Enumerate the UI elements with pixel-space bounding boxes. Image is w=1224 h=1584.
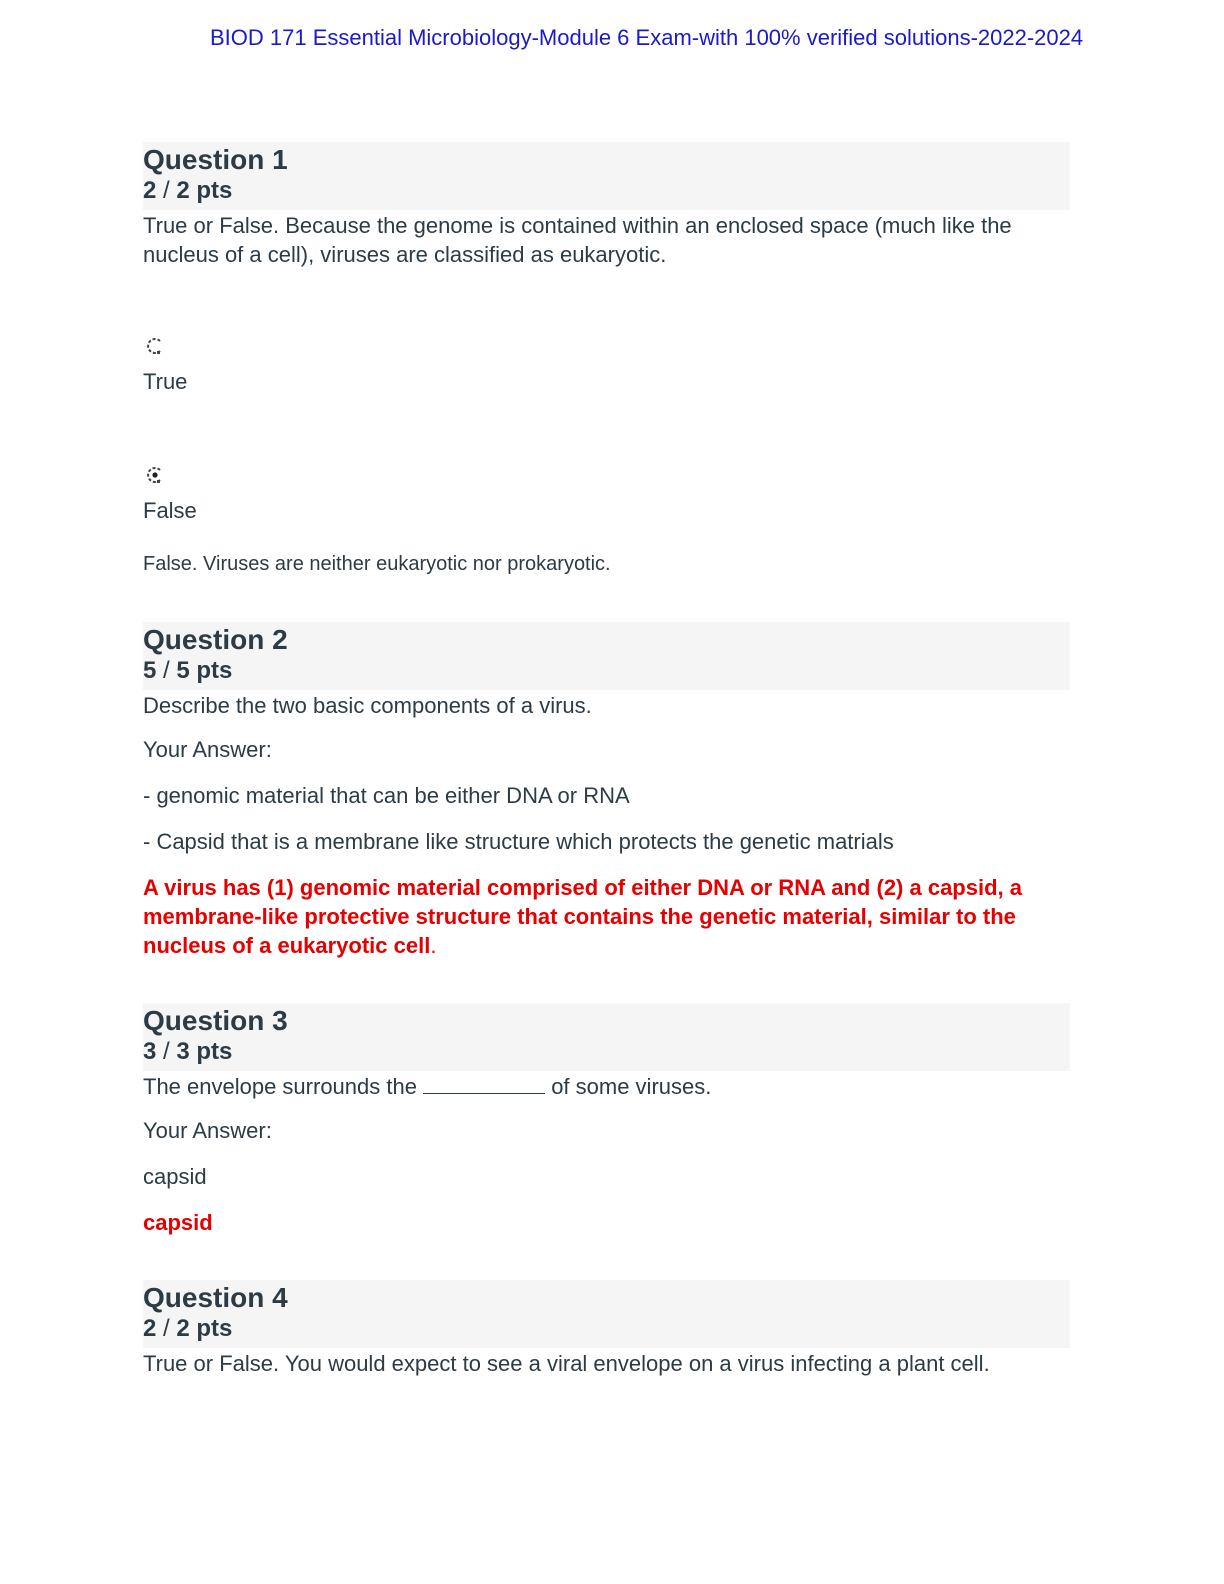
correct-answer-tail: . <box>430 933 437 958</box>
question-1 <box>143 142 1070 578</box>
answer-line: - genomic material that can be either DNA or RNA <box>143 783 630 808</box>
question-points <box>143 176 1070 206</box>
question-text: True or False. Because the genome is contained within an enclosed space (much like the nucleus of a cell), viruses are classified as eukaryotic. <box>143 213 1012 267</box>
radio-false[interactable] <box>146 466 162 482</box>
correct-answer-text: A virus has (1) genomic material comprised of either DNA or RNA and (2) a capsid, a membrane-like protective structure that contains the genetic material, similar to the nucleus of a eukaryotic cell <box>143 875 1022 958</box>
points-total: 2 pts <box>176 1315 233 1342</box>
question-2 <box>143 622 1070 960</box>
points-separator: / <box>156 1315 177 1342</box>
radio-true[interactable] <box>146 337 162 353</box>
question-points <box>143 1037 1070 1067</box>
question-points <box>143 1314 1070 1344</box>
question-text: True or False. You would expect to see a viral envelope on a virus infecting a plant cell. <box>143 1351 990 1376</box>
question-text: Describe the two basic components of a virus. <box>143 693 592 718</box>
correct-answer: capsid <box>143 1210 213 1235</box>
question-title: Question 3 <box>143 1005 288 1036</box>
question-text-after: of some viruses. <box>545 1074 712 1099</box>
question-header <box>143 142 1070 210</box>
question-header <box>143 622 1070 690</box>
answer-line: - Capsid that is a membrane like structure which protects the genetic matrials <box>143 829 894 854</box>
points-score: 5 <box>143 657 157 684</box>
radio-unselected-icon <box>146 337 164 357</box>
question-header <box>143 1280 1070 1348</box>
points-total: 5 pts <box>176 657 233 684</box>
points-score: 2 <box>143 177 157 204</box>
question-header <box>143 1003 1070 1071</box>
points-separator: / <box>156 1038 177 1065</box>
question-title: Question 4 <box>143 1282 288 1313</box>
points-score: 2 <box>143 1315 157 1342</box>
points-total: 2 pts <box>176 177 233 204</box>
points-separator: / <box>156 177 177 204</box>
your-answer-label: Your Answer: <box>143 1118 272 1143</box>
answer-text: capsid <box>143 1164 207 1189</box>
points-score: 3 <box>143 1038 157 1065</box>
question-title: Question 1 <box>143 144 288 175</box>
radio-selected-icon <box>146 466 164 486</box>
correct-answer <box>143 873 1070 960</box>
quiz-content <box>143 142 1070 1378</box>
question-points <box>143 656 1070 686</box>
question-4 <box>143 1280 1070 1378</box>
document-header: BIOD 171 Essential Microbiology-Module 6 Exam-with 100% verified solutions-2022-2024 <box>210 25 1084 50</box>
your-answer-label: Your Answer: <box>143 737 272 762</box>
answer-feedback: False. Viruses are neither eukaryotic nor prokaryotic. <box>143 553 611 575</box>
option-label-true[interactable]: True <box>143 369 188 394</box>
question-3 <box>143 1003 1070 1237</box>
question-text-before: The envelope surrounds the <box>143 1074 424 1099</box>
option-label-false[interactable]: False <box>143 498 197 523</box>
points-total: 3 pts <box>176 1038 233 1065</box>
question-text <box>143 1072 1070 1101</box>
question-title: Question 2 <box>143 624 288 655</box>
fill-in-blank <box>423 1075 545 1094</box>
points-separator: / <box>156 657 177 684</box>
